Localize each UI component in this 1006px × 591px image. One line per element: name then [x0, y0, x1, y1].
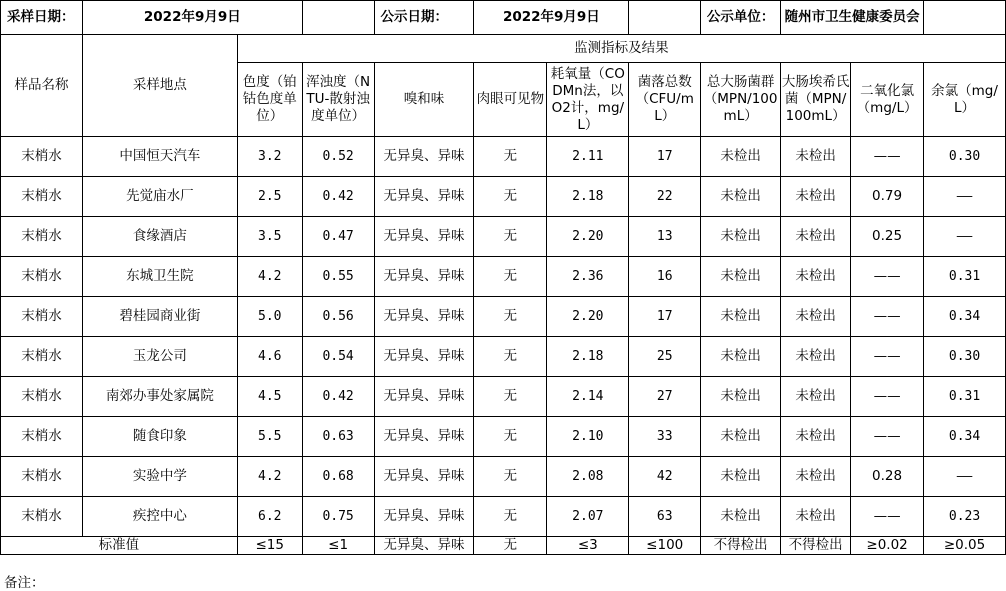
table-cell: 2.18: [547, 337, 629, 377]
table-cell: 0.55: [302, 257, 374, 297]
table-cell: 无异臭、异味: [374, 257, 474, 297]
standard-cell: ≥0.02: [851, 537, 924, 555]
table-cell: 16: [629, 257, 701, 297]
turbidity-header: 浑浊度（NTU-散射浊度单位）: [302, 63, 374, 137]
table-cell: 2.20: [547, 297, 629, 337]
standard-cell: ≤3: [547, 537, 629, 555]
table-row: [1, 377, 1006, 417]
table-cell: 0.28: [851, 457, 924, 497]
table-cell: 末梢水: [1, 177, 83, 217]
table-row: [1, 217, 1006, 257]
table-cell: 0.42: [302, 177, 374, 217]
table-cell: 0.52: [302, 137, 374, 177]
table-cell: 0.54: [302, 337, 374, 377]
table-cell: 5.5: [237, 417, 302, 457]
sample-name-header: 样品名称: [1, 35, 83, 137]
location-header: 采样地点: [82, 35, 237, 137]
table-cell: 无: [474, 177, 547, 217]
residual-chlorine-header: 余氯（mg/L）: [924, 63, 1006, 137]
table-cell: 4.5: [237, 377, 302, 417]
table-row: [1, 497, 1006, 537]
table-cell: 未检出: [701, 297, 781, 337]
table-cell: 无异臭、异味: [374, 137, 474, 177]
publisher-label: 公示单位：: [701, 1, 781, 35]
table-cell: 未检出: [781, 137, 851, 177]
table-row: [1, 417, 1006, 457]
table-cell: 2.5: [237, 177, 302, 217]
table-cell: 未检出: [781, 497, 851, 537]
table-cell: ——: [924, 217, 1006, 257]
table-cell: 未检出: [781, 257, 851, 297]
table-cell: 4.2: [237, 457, 302, 497]
table-cell: 0.63: [302, 417, 374, 457]
table-cell: 未检出: [781, 457, 851, 497]
oxygen-consumption-header: 耗氧量（CODMn法，以O2计，mg/L）: [547, 63, 629, 137]
table-cell: 0.79: [851, 177, 924, 217]
chlorine-dioxide-header: 二氧化氯（mg/L）: [851, 63, 924, 137]
table-cell: 4.6: [237, 337, 302, 377]
table-cell: 末梢水: [1, 417, 83, 457]
table-cell: ——: [851, 257, 924, 297]
table-cell: 0.68: [302, 457, 374, 497]
table-cell: 无: [474, 217, 547, 257]
table-cell: 未检出: [701, 137, 781, 177]
table-row: [1, 257, 1006, 297]
table-cell: 6.2: [237, 497, 302, 537]
standard-cell: 无异臭、异味: [374, 537, 474, 555]
table-row: [1, 177, 1006, 217]
table-cell: 无: [474, 137, 547, 177]
table-cell: 无异臭、异味: [374, 297, 474, 337]
table-cell: 无: [474, 297, 547, 337]
sample-date-label: 采样日期：: [1, 1, 83, 35]
table-cell: 63: [629, 497, 701, 537]
empty-cell: [302, 1, 374, 35]
table-cell: 末梢水: [1, 257, 83, 297]
table-cell: 末梢水: [1, 137, 83, 177]
header-info-row: [1, 1, 1006, 35]
table-cell: 未检出: [781, 417, 851, 457]
table-cell: 未检出: [701, 497, 781, 537]
table-cell: 末梢水: [1, 217, 83, 257]
table-cell: 0.31: [924, 257, 1006, 297]
table-cell: 碧桂园商业街: [82, 297, 237, 337]
table-cell: 无异臭、异味: [374, 457, 474, 497]
table-cell: 25: [629, 337, 701, 377]
table-cell: 未检出: [701, 177, 781, 217]
table-cell: 无异臭、异味: [374, 417, 474, 457]
odor-header: 嗅和味: [374, 63, 474, 137]
table-cell: ——: [851, 377, 924, 417]
standard-cell: ≤1: [302, 537, 374, 555]
table-cell: 13: [629, 217, 701, 257]
table-cell: 南郊办事处家属院: [82, 377, 237, 417]
table-cell: 42: [629, 457, 701, 497]
table-cell: 27: [629, 377, 701, 417]
standard-row: [1, 537, 1006, 555]
table-cell: 疾控中心: [82, 497, 237, 537]
table-cell: 无: [474, 417, 547, 457]
table-cell: 未检出: [701, 457, 781, 497]
color-header: 色度（铂钴色度单位）: [237, 63, 302, 137]
table-cell: 2.08: [547, 457, 629, 497]
table-cell: 2.10: [547, 417, 629, 457]
table-cell: 0.56: [302, 297, 374, 337]
table-cell: ——: [924, 457, 1006, 497]
publish-date-label: 公示日期：: [374, 1, 474, 35]
indicator-group-header: 监测指标及结果: [237, 35, 1005, 63]
standard-cell: 无: [474, 537, 547, 555]
table-cell: 未检出: [701, 257, 781, 297]
table-body: [1, 1, 1006, 555]
table-cell: 22: [629, 177, 701, 217]
table-cell: 先觉庙水厂: [82, 177, 237, 217]
standard-cell: 不得检出: [781, 537, 851, 555]
table-cell: 0.25: [851, 217, 924, 257]
table-row: [1, 457, 1006, 497]
table-cell: 食缘酒店: [82, 217, 237, 257]
table-cell: 2.36: [547, 257, 629, 297]
table-cell: 未检出: [781, 337, 851, 377]
table-cell: 末梢水: [1, 337, 83, 377]
table-cell: 无异臭、异味: [374, 497, 474, 537]
table-cell: ——: [851, 297, 924, 337]
table-cell: 2.07: [547, 497, 629, 537]
table-cell: 未检出: [781, 377, 851, 417]
table-cell: 无: [474, 377, 547, 417]
table-cell: ——: [851, 137, 924, 177]
table-cell: 末梢水: [1, 457, 83, 497]
table-cell: 未检出: [701, 417, 781, 457]
ecoli-header: 大肠埃希氏菌（MPN/100mL）: [781, 63, 851, 137]
table-cell: 0.31: [924, 377, 1006, 417]
standard-cell: ≥0.05: [924, 537, 1006, 555]
table-cell: 无: [474, 497, 547, 537]
publisher-value: 随州市卫生健康委员会: [781, 1, 924, 35]
table-cell: ——: [924, 177, 1006, 217]
table-cell: 无异臭、异味: [374, 377, 474, 417]
table-cell: 0.34: [924, 417, 1006, 457]
colony-count-header: 菌落总数（CFU/mL）: [629, 63, 701, 137]
table-cell: ——: [851, 417, 924, 457]
table-cell: 无: [474, 337, 547, 377]
table-cell: 未检出: [701, 217, 781, 257]
empty-cell: [924, 1, 1006, 35]
empty-cell: [629, 1, 701, 35]
table-cell: 未检出: [701, 377, 781, 417]
table-cell: 4.2: [237, 257, 302, 297]
table-row: [1, 137, 1006, 177]
table-cell: 3.5: [237, 217, 302, 257]
table-cell: 实验中学: [82, 457, 237, 497]
publish-date-value: 2022年9月9日: [474, 1, 629, 35]
group-header-row: [1, 35, 1006, 63]
table-row: [1, 297, 1006, 337]
table-cell: 未检出: [781, 217, 851, 257]
table-cell: 2.20: [547, 217, 629, 257]
total-coliform-header: 总大肠菌群（MPN/100mL）: [701, 63, 781, 137]
table-cell: 0.23: [924, 497, 1006, 537]
table-cell: 3.2: [237, 137, 302, 177]
table-cell: 0.30: [924, 337, 1006, 377]
table-cell: 0.34: [924, 297, 1006, 337]
table-cell: ——: [851, 337, 924, 377]
table-row: [1, 337, 1006, 377]
table-cell: 末梢水: [1, 297, 83, 337]
table-cell: 0.47: [302, 217, 374, 257]
table-cell: 0.30: [924, 137, 1006, 177]
table-cell: 无异臭、异味: [374, 177, 474, 217]
table-cell: 5.0: [237, 297, 302, 337]
standard-cell: ≤15: [237, 537, 302, 555]
table-cell: ——: [851, 497, 924, 537]
table-cell: 0.42: [302, 377, 374, 417]
table-cell: 17: [629, 297, 701, 337]
standard-label: 标准值: [1, 537, 238, 555]
table-cell: 无: [474, 257, 547, 297]
visible-matter-header: 肉眼可见物: [474, 63, 547, 137]
table-cell: 无异臭、异味: [374, 217, 474, 257]
table-cell: 2.18: [547, 177, 629, 217]
table-cell: 随食印象: [82, 417, 237, 457]
table-cell: 末梢水: [1, 377, 83, 417]
table-cell: 33: [629, 417, 701, 457]
table-cell: 17: [629, 137, 701, 177]
table-cell: 2.14: [547, 377, 629, 417]
table-cell: 未检出: [781, 177, 851, 217]
table-cell: 末梢水: [1, 497, 83, 537]
table-cell: 0.75: [302, 497, 374, 537]
table-cell: 无异臭、异味: [374, 337, 474, 377]
table-cell: 2.11: [547, 137, 629, 177]
table-cell: 未检出: [701, 337, 781, 377]
table-cell: 中国恒天汽车: [82, 137, 237, 177]
sample-date-value: 2022年9月9日: [82, 1, 302, 35]
table-cell: 玉龙公司: [82, 337, 237, 377]
remark-label: 备注：: [4, 575, 45, 591]
table-cell: 未检出: [781, 297, 851, 337]
table-cell: 东城卫生院: [82, 257, 237, 297]
standard-cell: ≤100: [629, 537, 701, 555]
standard-cell: 不得检出: [701, 537, 781, 555]
table-cell: 无: [474, 457, 547, 497]
